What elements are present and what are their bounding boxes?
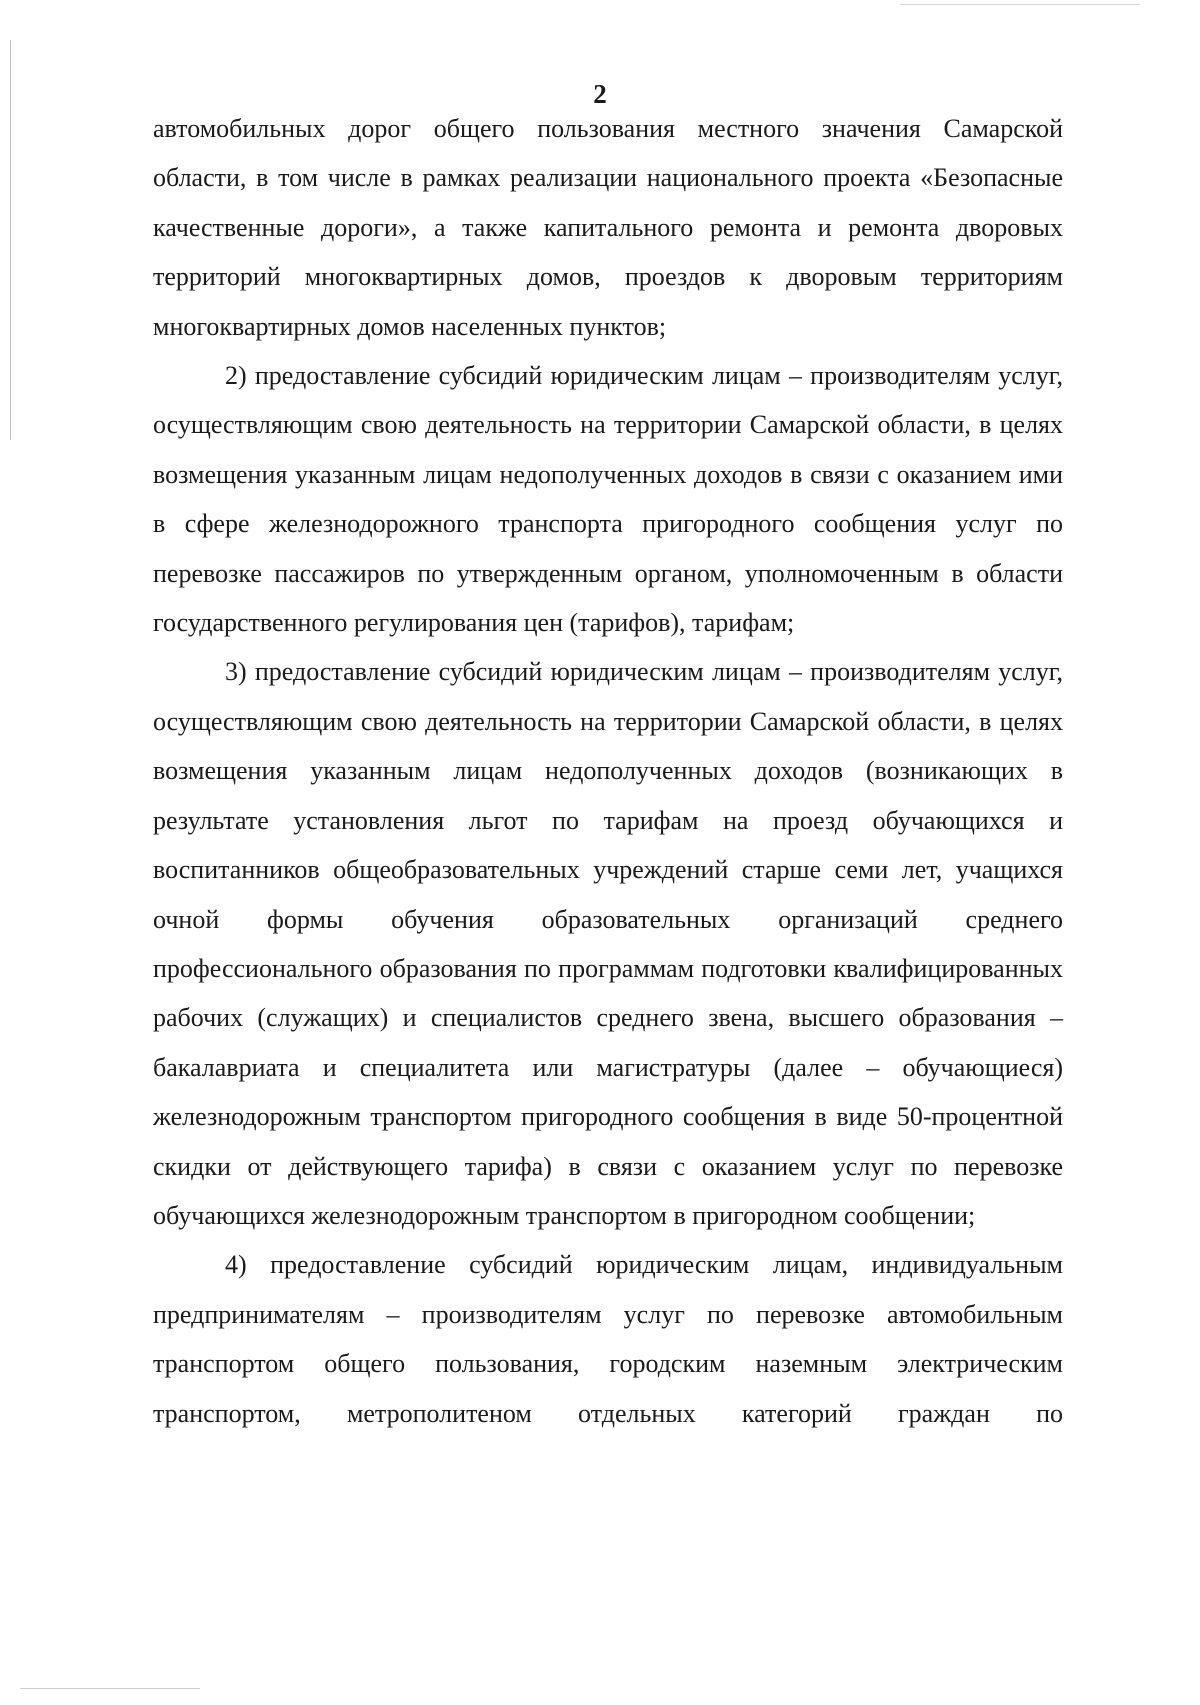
- document-body: [153, 104, 1063, 1438]
- paragraph-2: 2) предоставление субсидий юридическим лицам – производителям услуг, осуществляющим свою деятельность на территории Самарской области, в целях возмещения указанным лицам недополученных доходов в связи с оказанием ими в сфере железнодорожного транспорта пригородного сообщения услуг по перевозке пассажиров по утвержденным органом, уполномоченным в области государственного регулирования цен (тарифов), тарифам;: [153, 361, 1063, 638]
- scan-edge-top: [900, 4, 1140, 5]
- paragraph-1: автомобильных дорог общего пользования местного значения Самарской области, в том числе в рамках реализации национального проекта «Безопасные качественные дороги», а также капитального ремонта и ремонта дворовых территорий многоквартирных домов, проездов к дворовым территориям многоквартирных домов населенных пунктов;: [153, 114, 1063, 341]
- paragraph-4: 4) предоставление субсидий юридическим лицам, индивидуальным предпринимателям – производителям услуг по перевозке автомобильным транспортом общего пользования, городским наземным электрическим транспортом, метрополитеном отдельных категорий граждан по: [153, 1250, 1063, 1428]
- page-number: 2: [593, 79, 607, 109]
- paragraph-3: 3) предоставление субсидий юридическим лицам – производителям услуг, осуществляющим свою деятельность на территории Самарской области, в целях возмещения указанным лицам недополученных доходов (возникающих в результате установления льгот по тарифам на проезд обучающихся и воспитанников общеобразовательных учреждений старше семи лет, учащихся очной формы обучения образовательных организаций среднего профессионального образования по программам подготовки квалифицированных рабочих (служащих) и специалистов среднего звена, высшего образования – бакалавриата и специалитета или магистратуры (далее – обучающиеся) железнодорожным транспортом пригородного сообщения в виде 50-процентной скидки от действующего тарифа) в связи с оказанием услуг по перевозке обучающихся железнодорожным транспортом в пригородном сообщении;: [153, 657, 1063, 1230]
- scan-edge-bottom: [20, 1688, 200, 1689]
